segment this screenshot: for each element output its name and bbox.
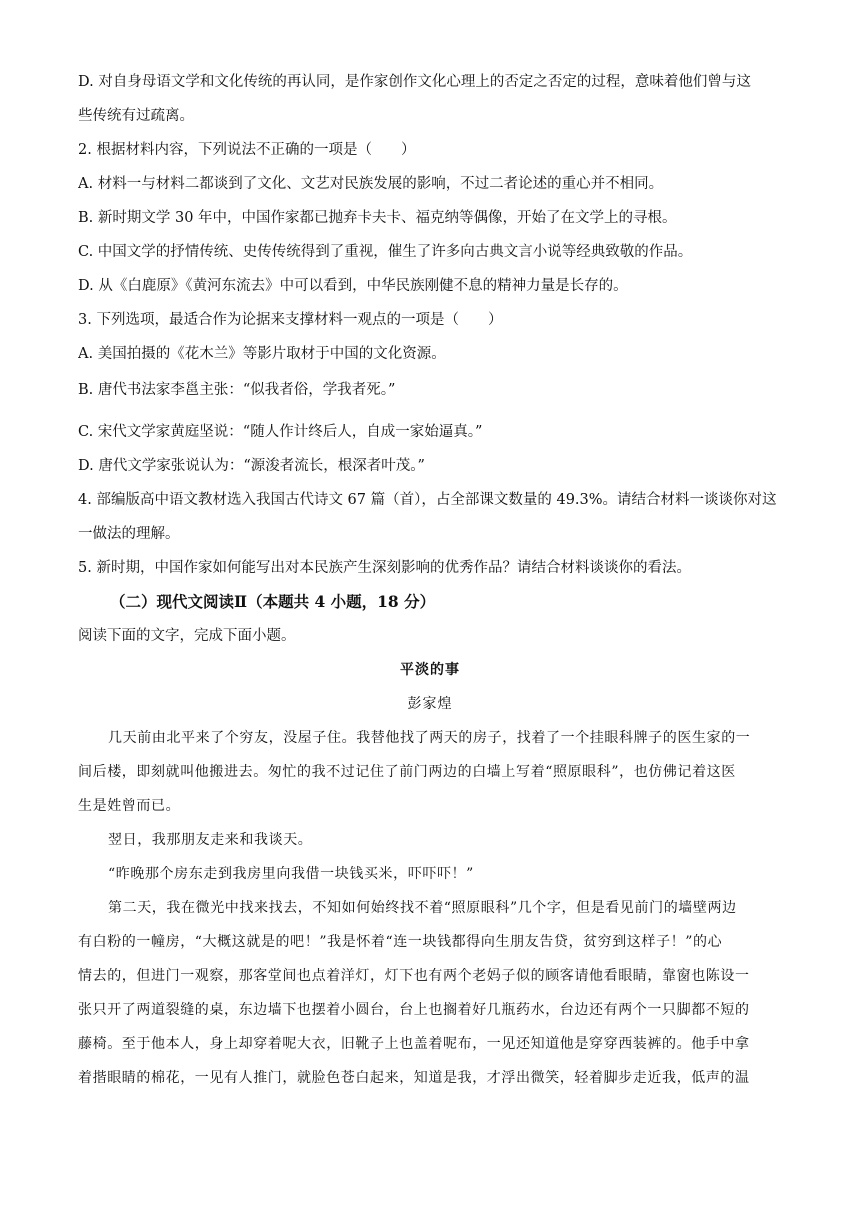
section2-heading: （二）现代文阅读Ⅱ（本题共 4 小题，18 分） [110,592,436,611]
q2-option-a: A. 材料一与材料二都谈到了文化、文艺对民族发展的影响，不过二者论述的重心并不相同。 [78,176,664,192]
story-line: 几天前由北平来了个穷友，没屋子住。我替他找了两天的房子，找着了一个挂眼科牌子的医生家的一 [108,730,751,746]
q3-option-b: B. 唐代书法家李邕主张：“似我者俗，学我者死。” [78,382,396,398]
story-line: 张只开了两道裂缝的桌，东边墙下也摆着小圆台，台上也搁着好几瓶药水，台边还有两个一只脚都不短的 [78,1002,750,1018]
story-line: 藤椅。至于他本人，身上却穿着呢大衣，旧靴子上也盖着呢布，一见还知道他是穿穿西装裤的。他手中拿 [78,1036,750,1052]
story-title: 平淡的事 [400,662,460,678]
q3-option-d: D. 唐代文学家张说认为：“源浚者流长，根深者叶茂。” [78,458,425,474]
q4-line2: 一做法的理解。 [78,526,180,542]
section2-instruction: 阅读下面的文字，完成下面小题。 [78,628,296,644]
story-line: 第二天，我在微光中找来找去，不知如何始终找不着“照原眼科”几个字，但是看见前门的墙壁两边 [108,900,737,916]
q2-option-d: D. 从《白鹿原》《黄河东流去》中可以看到，中华民族刚健不息的精神力量是长存的。 [78,278,628,294]
q3-option-a: A. 美国拍摄的《花木兰》等影片取材于中国的文化资源。 [78,346,446,362]
story-line: 有白粉的一幢房，“大概这就是的吧！”我是怀着“连一块钱都得向生朋友告贷，贫穷到这样子！”的心 [78,934,723,950]
q1-option-d-line1: D. 对自身母语文学和文化传统的再认同，是作家创作文化心理上的否定之否定的过程，意味着他们曾与这 [78,74,751,90]
q2-option-c: C. 中国文学的抒情传统、史传传统得到了重视，催生了许多向古典文言小说等经典致敬的作品。 [78,244,693,260]
q3-option-c: C. 宋代文学家黄庭坚说：“随人作计终后人，自成一家始逼真。” [78,424,483,440]
q4-line1: 4. 部编版高中语文教材选入我国古代诗文 67 篇（首），占全部课文数量的 49.3%。请结合材料一谈谈你对这 [78,492,777,508]
story-line: 间后楼，即刻就叫他搬进去。匆忙的我不过记住了前门两边的白墙上写着“照原眼科”，也仿佛记着这医 [78,764,736,780]
story-author: 彭家煌 [407,696,453,712]
q2-stem: 2. 根据材料内容，下列说法不正确的一项是（ ） [78,142,416,158]
q5-text: 5. 新时期，中国作家如何能写出对本民族产生深刻影响的优秀作品？请结合材料谈谈你的看法。 [78,560,691,576]
story-line: 着揩眼睛的棉花，一见有人推门，就脸色苍白起来，知道是我，才浮出微笑，轻着脚步走近我，低声的温 [78,1070,750,1086]
story-line: 生是姓曾而已。 [78,798,181,814]
story-line: 翌日，我那朋友走来和我谈天。 [108,832,313,848]
q3-stem: 3. 下列选项，最适合作为论据来支撑材料一观点的一项是（ ） [78,312,503,328]
q2-option-b: B. 新时期文学 30 年中，中国作家都已抛弃卡夫卡、福克纳等偶像，开始了在文学上的寻根。 [78,210,677,226]
story-line: “昨晚那个房东走到我房里向我借一块钱买米，吓吓吓！” [108,866,474,882]
q1-option-d-line2: 些传统有过疏离。 [78,108,194,124]
story-line: 情去的，但进门一观察，那客堂间也点着洋灯，灯下也有两个老妈子似的顾客请他看眼睛，靠窗也陈设一 [78,968,750,984]
